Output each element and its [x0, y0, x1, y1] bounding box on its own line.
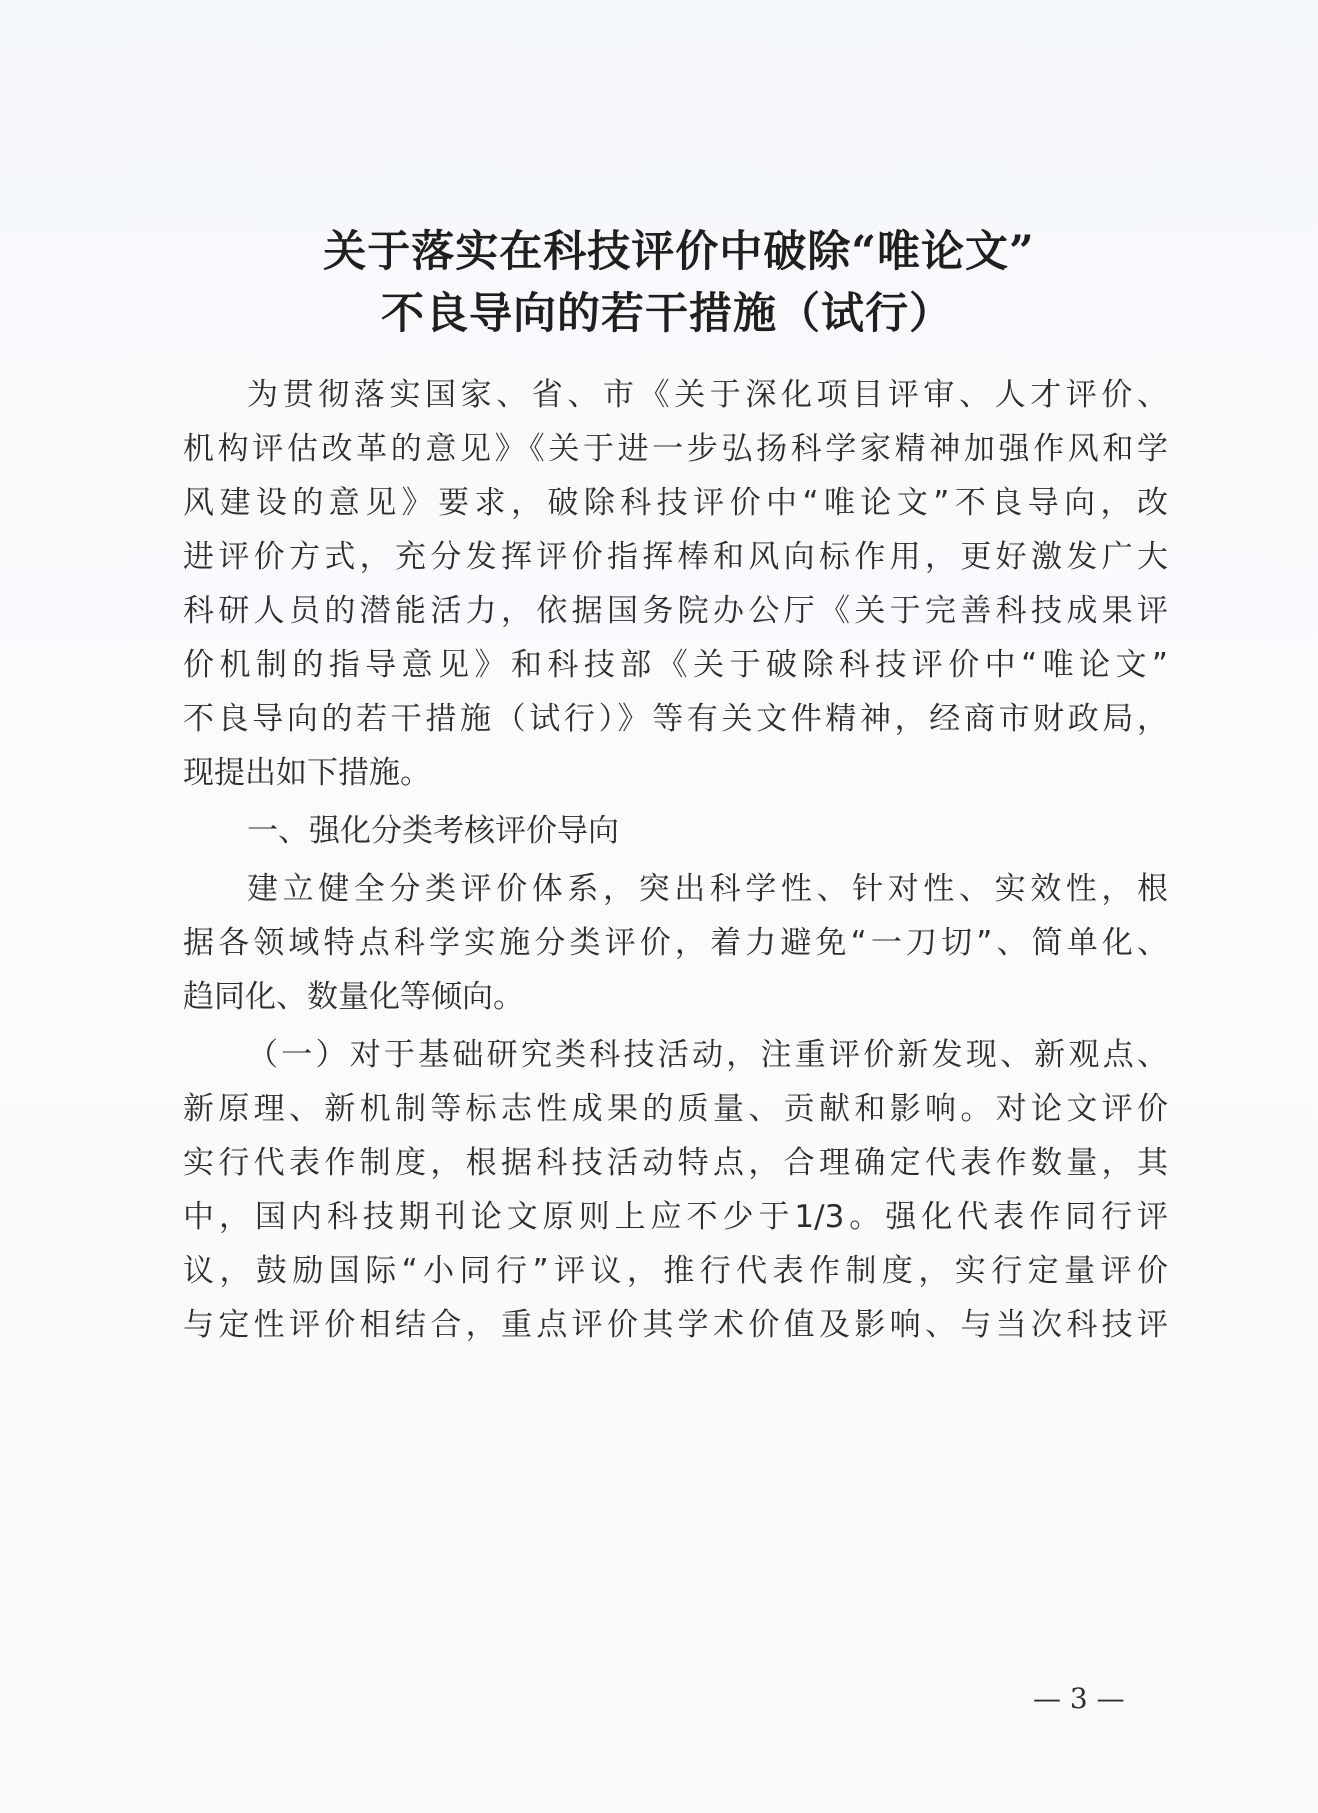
item-line: 实行代表作制度，根据科技活动特点，合理确定代表作数量，其	[183, 1145, 1168, 1181]
item-line: 新原理、新机制等标志性成果的质量、贡献和影响。对论文评价	[183, 1091, 1168, 1127]
section-body-line: 趋同化、数量化等倾向。	[183, 979, 524, 1015]
preamble-line: 现提出如下措施。	[183, 755, 431, 791]
preamble-line: 价机制的指导意见》和科技部《关于破除科技评价中“唯论文”	[183, 647, 1168, 683]
section-heading: 一、强化分类考核评价导向	[247, 813, 619, 849]
preamble-line: 为贯彻落实国家、省、市《关于深化项目评审、人才评价、	[247, 377, 1168, 413]
section-body-line: 据各领域特点科学实施分类评价，着力避免“一刀切”、简单化、	[183, 925, 1168, 961]
document-title-line-2: 不良导向的若干措施（试行）	[381, 289, 953, 339]
preamble-line: 风建设的意见》要求，破除科技评价中“唯论文”不良导向，改	[183, 485, 1168, 521]
item-line: （一）对于基础研究类科技活动，注重评价新发现、新观点、	[247, 1037, 1168, 1073]
preamble-line: 不良导向的若干措施（试行）》等有关文件精神，经商市财政局，	[183, 701, 1168, 737]
item-line: 议，鼓励国际“小同行”评议，推行代表作制度，实行定量评价	[183, 1253, 1168, 1289]
item-line: 中，国内科技期刊论文原则上应不少于1/3。强化代表作同行评	[183, 1199, 1168, 1235]
preamble-line: 科研人员的潜能活力，依据国务院办公厅《关于完善科技成果评	[183, 593, 1168, 629]
document-title-line-1: 关于落实在科技评价中破除“唯论文”	[323, 227, 1035, 277]
preamble-line: 进评价方式，充分发挥评价指挥棒和风向标作用，更好激发广大	[183, 539, 1168, 575]
preamble-line: 机构评估改革的意见》《关于进一步弘扬科学家精神加强作风和学	[183, 431, 1168, 467]
page-number: — 3 —	[1033, 1682, 1125, 1715]
section-body-line: 建立健全分类评价体系，突出科学性、针对性、实效性，根	[247, 871, 1168, 907]
item-line: 与定性评价相结合，重点评价其学术价值及影响、与当次科技评	[183, 1307, 1168, 1343]
